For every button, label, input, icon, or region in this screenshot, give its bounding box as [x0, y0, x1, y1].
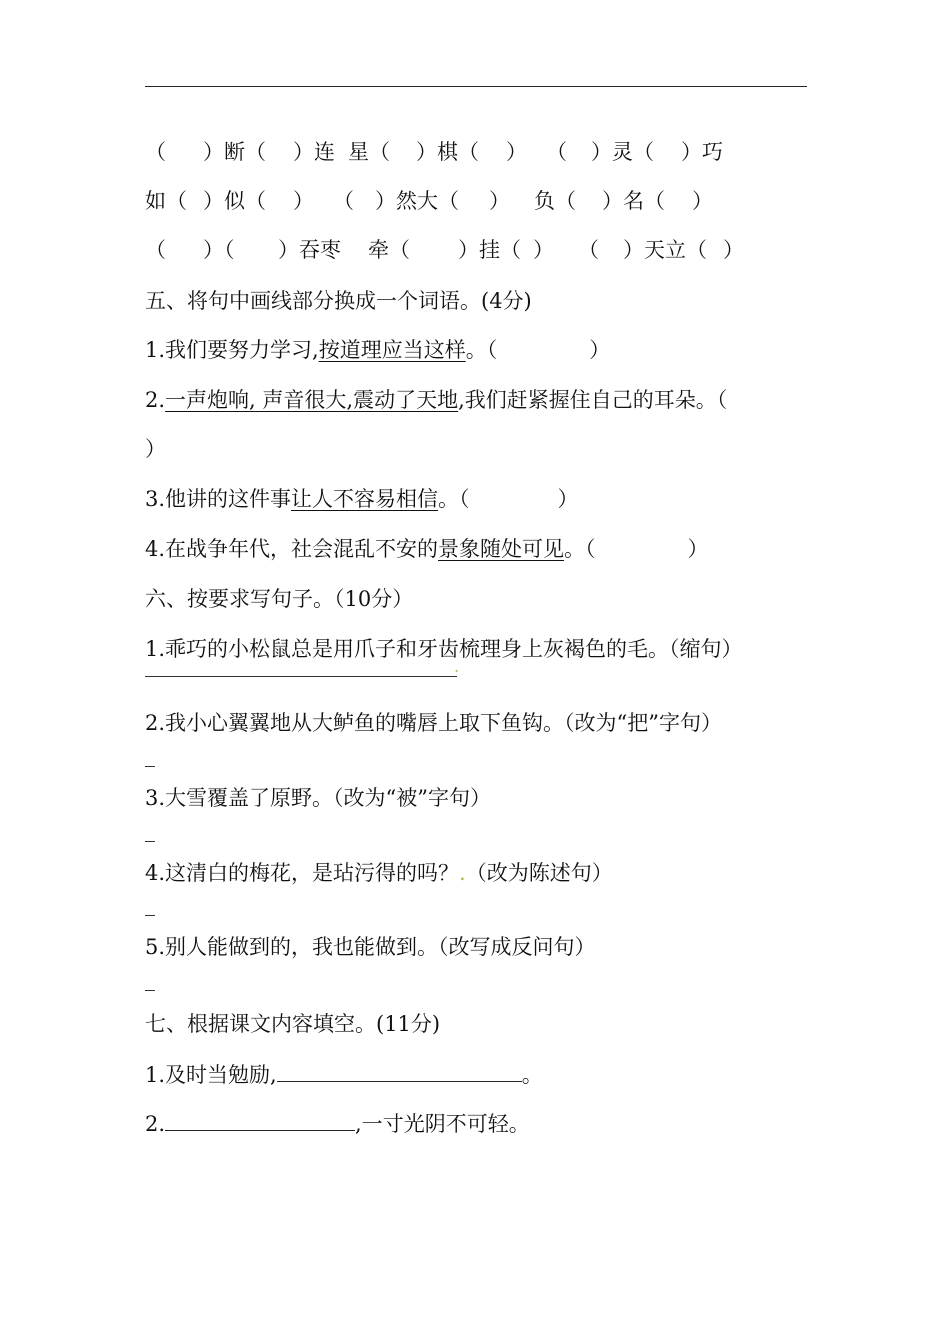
idiom-text: （	[578, 238, 599, 262]
q-text: 1.及时当勉励,	[145, 1063, 277, 1087]
section-6-q1: 1.乖巧的小松鼠总是用爪子和牙齿梳理身上灰褐色的毛。（缩句）	[145, 637, 743, 661]
q-text: ）	[589, 338, 611, 362]
fill-blank[interactable]	[277, 1061, 522, 1082]
q-text: 。（	[564, 537, 596, 561]
q-text: 4.这清白的梅花，是玷污得的吗？	[145, 861, 460, 885]
idiom-text: 负（	[534, 189, 576, 213]
q-text: 2.	[145, 1112, 166, 1136]
idiom-text: （	[145, 140, 166, 164]
section-6-q2: 2.我小心翼翼地从大鲈鱼的嘴唇上取下鱼钩。（改为“把”字句）	[145, 711, 723, 735]
section-5-q1	[145, 336, 610, 364]
section-6-q4	[145, 859, 613, 887]
underlined-phrase: 让人不容易相信	[291, 487, 439, 511]
section-6-q5: 5.别人能做到的，我也能做到。（改写成反问句）	[145, 935, 596, 959]
q-text: 。（	[465, 338, 498, 362]
q-text: 1.我们要努力学习,	[145, 338, 319, 362]
q-text: 4.在战争年代，社会混乱不安的	[145, 537, 439, 561]
idiom-text: ）挂（	[458, 238, 521, 262]
idiom-text: ）名（	[602, 189, 665, 213]
q-text: ）	[557, 487, 579, 511]
idiom-text: ）	[506, 140, 527, 164]
underlined-phrase: 按道理应当这样	[318, 338, 466, 362]
section-5-heading: 五、将句中画线部分换成一个词语。(4分)	[145, 289, 532, 313]
idiom-text: ）灵（	[591, 140, 654, 164]
idiom-text: ）天立（	[623, 238, 707, 262]
idiom-text: 星（	[348, 140, 390, 164]
q-text: 3.他讲的这件事	[145, 487, 292, 511]
q-text: ）	[687, 537, 709, 561]
q-text: 。	[521, 1063, 543, 1087]
idiom-text: ）棋（	[416, 140, 479, 164]
idiom-row-1	[145, 138, 741, 166]
idiom-text: ）断（	[203, 140, 266, 164]
idiom-text: 如（	[145, 189, 187, 213]
idiom-text: ）然大（	[375, 189, 459, 213]
idiom-text: ）巧	[681, 140, 723, 164]
section-6-heading: 六、按要求写句子。（10分）	[145, 587, 414, 611]
q-text: 2.	[145, 388, 166, 412]
idiom-row-3	[145, 236, 753, 264]
section-7-heading: 七、根据课文内容填空。(11分)	[145, 1012, 441, 1036]
section-5-q2	[145, 386, 727, 414]
underlined-phrase: 景象随处可见	[438, 537, 565, 561]
q-text: ,一寸光阴不可轻。	[355, 1112, 530, 1136]
idiom-text: （	[546, 140, 567, 164]
idiom-text: ）连	[293, 140, 335, 164]
section-5-q3	[145, 485, 579, 513]
section-7-q1	[145, 1061, 543, 1089]
section-7-q2	[145, 1110, 530, 1138]
section-5-q2-end: ）	[145, 437, 166, 461]
idiom-text: 牵（	[368, 238, 410, 262]
stray-dot: .	[459, 861, 466, 885]
q-text: ,我们赶紧握住自己的耳朵。（	[458, 388, 728, 412]
idiom-text: ）	[723, 238, 744, 262]
idiom-text: ）（	[203, 238, 235, 262]
idiom-text: ）似（	[203, 189, 266, 213]
answer-line[interactable]	[145, 841, 155, 842]
answer-line[interactable]	[145, 766, 155, 767]
answer-line[interactable]	[145, 990, 155, 991]
header-rule	[145, 86, 807, 87]
idiom-text: ）	[489, 189, 510, 213]
idiom-text: （	[145, 238, 166, 262]
idiom-text: ）吞枣	[278, 238, 341, 262]
underlined-phrase: 一声炮响, 声音很大,震动了天地	[165, 388, 459, 412]
idiom-text: （	[333, 189, 354, 213]
answer-line[interactable]	[145, 915, 155, 916]
idiom-text: ）	[293, 189, 314, 213]
q-text: 。（	[438, 487, 470, 511]
stray-dot: .	[454, 657, 460, 676]
answer-line[interactable]	[145, 676, 457, 677]
idiom-text: ）	[692, 189, 713, 213]
idiom-text: ）	[533, 238, 554, 262]
idiom-row-2	[145, 187, 722, 215]
section-6-q3: 3.大雪覆盖了原野。（改为“被”字句）	[145, 786, 492, 810]
q-text: （改为陈述句）	[465, 861, 613, 885]
fill-blank[interactable]	[165, 1110, 355, 1131]
section-5-q4	[145, 535, 709, 563]
